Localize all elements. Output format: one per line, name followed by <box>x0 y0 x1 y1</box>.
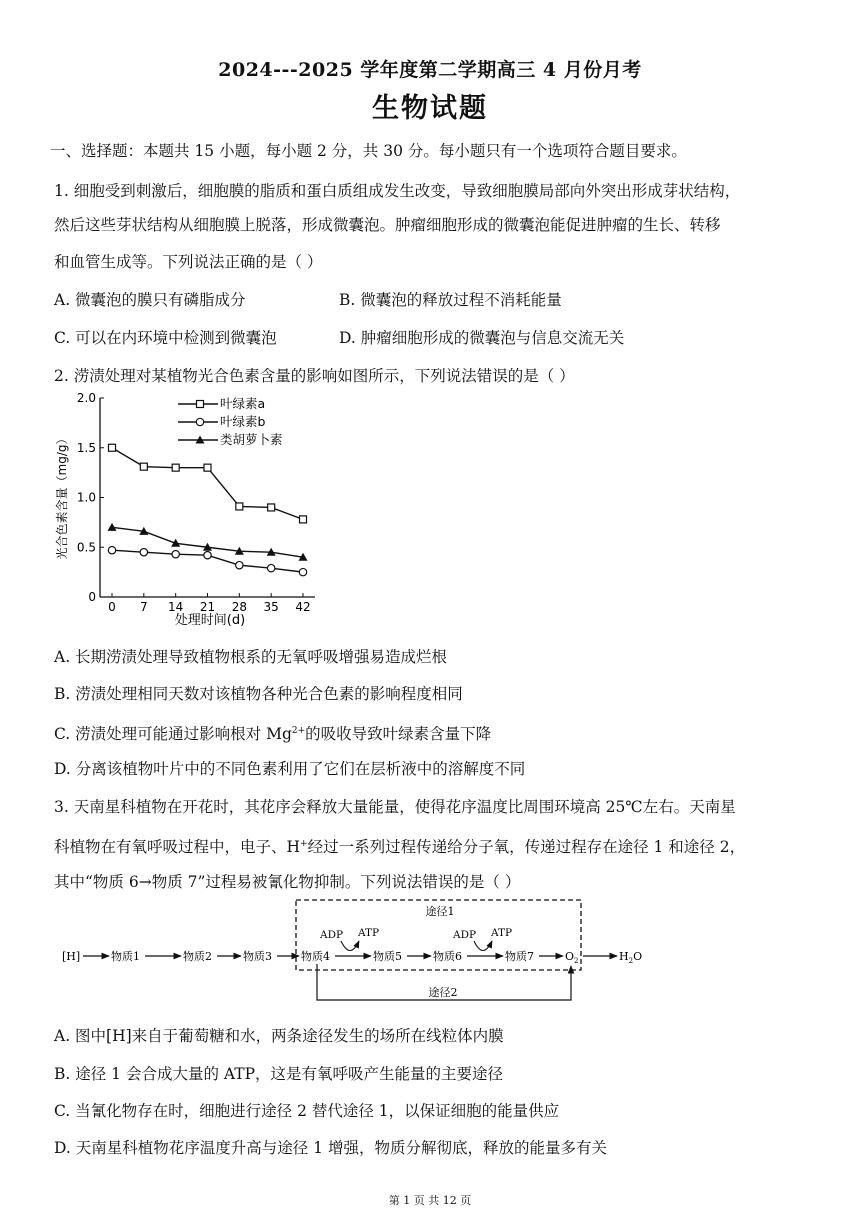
substance-6: 物质6 <box>433 950 462 963</box>
path1-label: 途径1 <box>425 905 455 918</box>
chart-legend-marker <box>196 418 203 425</box>
water-label: $H_2O$ <box>619 950 643 965</box>
adp-label-1: ADP <box>320 929 344 941</box>
q1-option-a: A. 微囊泡的膜只有磷脂成分 <box>54 291 246 309</box>
h-label: [H] <box>62 950 81 963</box>
q2-option-a: A. 长期涝渍处理导致植物根系的无氧呼吸增强易造成烂根 <box>54 648 448 666</box>
chart-x-tick-label: 0 <box>108 600 116 614</box>
chart-y-tick-label: 2.0 <box>76 391 96 405</box>
pigment-chart <box>50 388 330 633</box>
q2-option-c-superscript: 2+ <box>291 726 306 736</box>
adp-label-2: ADP <box>453 929 477 941</box>
chart-point-s1 <box>236 503 243 510</box>
q1-option-d: D. 肿瘤细胞形成的微囊泡与信息交流无关 <box>339 329 625 347</box>
chart-x-tick-label: 28 <box>231 600 247 614</box>
chart-point-s3 <box>108 523 117 531</box>
q1-option-c: C. 可以在内环境中检测到微囊泡 <box>54 329 277 347</box>
q1-option-b: B. 微囊泡的释放过程不消耗能量 <box>339 291 562 309</box>
substance-1: 物质1 <box>111 950 140 963</box>
chart-point-s1 <box>172 464 179 471</box>
chart-point-s1 <box>204 464 211 471</box>
chart-point-s2 <box>267 564 274 571</box>
q3-line-2-text-1: 科植物在有氧呼吸过程中，电子、H <box>54 838 301 857</box>
q3-option-d: D. 天南星科植物花序温度升高与途径 1 增强，物质分解彻底，释放的能量多有关 <box>54 1139 607 1157</box>
chart-y-tick-label: 0.5 <box>76 540 96 555</box>
atp-label-1: ATP <box>358 927 380 939</box>
chart-legend-label: 叶绿素a <box>220 396 266 411</box>
q1-line-3: 和血管生成等。下列说法正确的是（ ） <box>54 253 323 271</box>
oxygen-label: $O_2$ <box>565 950 579 965</box>
chart-point-s2 <box>108 547 115 554</box>
chart-point-s2 <box>236 561 243 568</box>
chart-y-tick-label: 1.5 <box>76 440 96 455</box>
chart-y-axis-label: 光合色素含量（mg/g） <box>55 432 69 560</box>
chart-point-s1 <box>140 463 147 470</box>
substance-5: 物质5 <box>373 950 402 963</box>
chart-x-tick-label: 7 <box>140 600 148 614</box>
q2-option-c <box>54 721 491 744</box>
q1-line-2: 然后这些芽状结构从细胞膜上脱落，形成微囊泡。肿瘤细胞形成的微囊泡能促进肿瘤的生长、转移 <box>54 216 721 234</box>
chart-legend-label: 类胡萝卜素 <box>220 432 283 447</box>
page-footer: 第 1 页 共 12 页 <box>388 1194 472 1207</box>
chart-point-s2 <box>172 551 179 558</box>
q2-option-c-text-1: C. 涝渍处理可能通过影响根对 Mg <box>54 725 292 744</box>
atp-label-2: ATP <box>491 927 513 939</box>
chart-legend-label: 叶绿素b <box>220 414 266 429</box>
q2-option-b: B. 涝渍处理相同天数对该植物各种光合色素的影响程度相同 <box>54 685 463 703</box>
q3-line-2-text-2: 经过一系列过程传递给分子氧，传递过程存在途径 1 和途径 2， <box>307 838 746 857</box>
chart-x-tick-label: 14 <box>168 600 184 614</box>
substance-3: 物质3 <box>243 950 272 963</box>
electron-transport-diagram <box>55 896 655 1006</box>
exam-title: 2024---2025 学年度第二学期高三 4 月份月考 <box>218 59 642 81</box>
substance-7: 物质7 <box>505 950 534 963</box>
chart-legend-marker <box>197 401 204 408</box>
path2-label: 途径2 <box>428 986 458 999</box>
chart-y-tick-label: 0 <box>88 590 96 604</box>
chart-y-tick-label: 1.0 <box>76 490 96 505</box>
chart-x-tick-label: 35 <box>263 600 279 614</box>
section-heading: 一、选择题：本题共 15 小题，每小题 2 分，共 30 分。每小题只有一个选项符合题目要求。 <box>50 142 687 160</box>
q3-option-b: B. 途径 1 会合成大量的 ATP，这是有氧呼吸产生能量的主要途径 <box>54 1065 504 1083</box>
q3-line-1: 3. 天南星科植物在开花时，其花序会释放大量能量，使得花序温度比周围环境高 25℃左右。天南星 <box>54 798 736 816</box>
chart-point-s1 <box>109 444 116 451</box>
chart-x-axis-label: 处理时间(d) <box>174 613 246 628</box>
q1-line-1: 1. 细胞受到刺激后，细胞膜的脂质和蛋白质组成发生改变，导致细胞膜局部向外突出形成芽状结构， <box>54 182 741 200</box>
q3-line-3: 其中“物质 6→物质 7”过程易被氰化物抑制。下列说法错误的是（ ） <box>54 873 521 891</box>
chart-point-s2 <box>140 549 147 556</box>
chart-point-s1 <box>268 504 275 511</box>
q2-stem: 2. 涝渍处理对某植物光合色素含量的影响如图所示，下列说法错误的是（ ） <box>54 367 575 385</box>
q3-line-2-superscript: + <box>300 839 308 849</box>
substance-2: 物质2 <box>183 950 212 963</box>
chart-point-s2 <box>204 552 211 559</box>
chart-point-s1 <box>300 516 307 523</box>
chart-point-s2 <box>299 568 306 575</box>
q2-option-d: D. 分离该植物叶片中的不同色素利用了它们在层析液中的溶解度不同 <box>54 760 526 778</box>
q3-option-a: A. 图中[H]来自于葡萄糖和水，两条途径发生的场所在线粒体内膜 <box>54 1027 504 1045</box>
chart-x-tick-label: 21 <box>199 600 216 614</box>
q3-option-c: C. 当氰化物存在时，细胞进行途径 2 替代途径 1，以保证细胞的能量供应 <box>54 1102 560 1120</box>
exam-subtitle: 生物试题 <box>372 93 488 124</box>
q3-line-2 <box>54 834 745 857</box>
q2-option-c-text-2: 的吸收导致叶绿素含量下降 <box>305 725 492 744</box>
substance-4: 物质4 <box>301 950 330 963</box>
chart-x-tick-label: 42 <box>295 600 311 614</box>
